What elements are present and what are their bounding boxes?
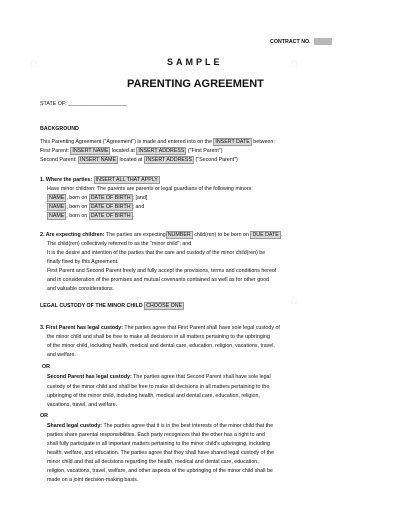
child-name-field[interactable]: NAME (49, 195, 65, 201)
child-dob-field[interactable]: DATE OF BIRTH (90, 213, 131, 219)
child-sep: ; [and] (132, 195, 148, 201)
second-custody-line-1 (47, 374, 271, 381)
section-1-heading (40, 177, 160, 184)
contract-no (270, 38, 332, 46)
first-custody-line-1 (40, 325, 280, 332)
child-sep: . (132, 213, 135, 219)
second-parent-alias: ("Second Parent") (195, 157, 238, 163)
or-separator: OR (42, 364, 50, 370)
second-parent-address-field[interactable]: INSERT ADDRESS (145, 157, 192, 163)
born-on-text: , born on (66, 213, 88, 219)
first-parent-line (40, 148, 223, 155)
shared-custody-line-5: minor child and that all decisions regarding the health, medical and dental care, education, (47, 459, 259, 465)
child-row (47, 204, 144, 211)
first-custody-text: The parties agree that First Parent shall have sole legal custody of (124, 325, 280, 331)
first-parent-address-field[interactable]: INSERT ADDRESS (138, 148, 185, 154)
have-minor-line: Have minor children: The parents are parents or legal guardians of the following minors: (47, 186, 253, 192)
desire-line-1: It is the desire and intention of the parties that the care and custody of the minor child(ren) be (47, 250, 266, 256)
shared-custody-text: The parties agree that it is in the best interests of the minor child that the (103, 423, 274, 429)
watermark: ⌂ (290, 292, 299, 307)
second-custody-line-3: upbringing of the minor child, including health, medical and dental care, education, religion, (47, 393, 260, 399)
first-parent-alias: ("First Parent") (187, 148, 223, 154)
watermark: ⌂ (30, 55, 39, 70)
agreement-line (40, 139, 275, 146)
located-at-text: located at (111, 148, 135, 154)
born-on-text: , born on (66, 195, 88, 201)
first-custody-label: 3. First Parent has legal custody: (40, 325, 124, 331)
first-parent-label: First Parent: (40, 148, 69, 154)
accept-line-1: First Parent and Second Parent freely and fully accept the provisions, terms and conditions hereof (47, 268, 277, 274)
child-name-field[interactable]: NAME (49, 213, 65, 219)
second-custody-text: The parties agree that Second Parent shall have sole legal (133, 374, 271, 380)
first-custody-line-3: of the minor child, including health, medical and dental care, education, religion, vacations, travel, (47, 343, 275, 349)
custody-heading-text: LEGAL CUSTODY OF THE MINOR CHILD (40, 303, 143, 309)
due-date-field[interactable]: DUE DATE (252, 232, 279, 238)
contract-no-field[interactable] (314, 38, 332, 45)
shared-custody-line-2: parties share parental responsibilities. Each party recognizes that the other has a right to and (47, 432, 265, 438)
background-heading: BACKGROUND (40, 126, 79, 132)
state-of-line: STATE OF: ____________________ (40, 101, 127, 107)
custody-heading (40, 303, 184, 310)
section-2-line (40, 232, 282, 239)
child-name-field[interactable]: NAME (49, 204, 65, 210)
expecting-text: The parties are expecting (105, 232, 166, 238)
child-sep: ; and (132, 204, 145, 210)
page-title: PARENTING AGREEMENT (127, 78, 264, 90)
second-parent-name-field[interactable]: INSERT NAME (80, 157, 117, 163)
child-dob-field[interactable]: DATE OF BIRTH (90, 195, 131, 201)
shared-custody-line-7: made on a joint decision-making basis. (47, 477, 139, 483)
expecting-text-end: . (280, 232, 283, 238)
section-2-label: 2. Are expecting children: (40, 232, 105, 238)
agreement-text: This Parenting Agreement ("Agreement") is made and entered into on the (40, 139, 212, 145)
section-1-label: 1. Where the parties: (40, 177, 93, 183)
second-custody-label: Second Parent has legal custody: (47, 374, 132, 380)
child-dob-field[interactable]: DATE OF BIRTH (90, 204, 131, 210)
second-parent-line (40, 157, 238, 164)
accept-line-2: and in consideration of the promises and mutual covenants contained as well as for other good (47, 277, 270, 283)
or-separator: OR (40, 413, 48, 419)
insert-date-field[interactable]: INSERT DATE (215, 139, 250, 145)
number-field[interactable]: NUMBER (167, 232, 191, 238)
first-custody-line-4: and welfare. (47, 352, 76, 358)
watermark: ⌂ (290, 55, 299, 70)
child-row (47, 195, 147, 202)
child-row (47, 213, 134, 220)
desire-line-2: finally fixed by this Agreement. (47, 259, 119, 265)
accept-line-3: and valuable considerations. (47, 286, 115, 292)
located-at-text: located at (119, 157, 143, 163)
born-on-text: , born on (66, 204, 88, 210)
minor-child-line: The child(ren) collectively referred to as the "minor child"; and (47, 241, 192, 247)
agreement-text-end: between: (253, 139, 275, 145)
shared-custody-line-6: religion, vacations, travel, welfare, and other aspects of the upbringing of the minor child shall be (47, 468, 273, 474)
second-custody-line-4: vacations, travel, and welfare. (47, 402, 118, 408)
shared-custody-line-4: health, welfare, and education. The parties agree that they shall have shared legal custody of the (47, 450, 274, 456)
shared-custody-line-3: shall fully participate in all important matters pertaining to the minor child's upbringing, including (47, 441, 271, 447)
second-parent-label: Second Parent: (40, 157, 77, 163)
second-custody-line-2: custody of the minor child and shall be free to make all decisions in all matters pertaining to the (47, 384, 270, 390)
insert-all-field[interactable]: INSERT ALL THAT APPLY (95, 177, 158, 183)
expecting-text-mid: child(ren) to be born on (194, 232, 249, 238)
shared-custody-label: Shared legal custody: (47, 423, 103, 429)
choose-one-field[interactable]: CHOOSE ONE (146, 303, 183, 309)
first-custody-line-2: the minor child and shall be free to make all decisions in all matters pertaining to the upbringing (47, 334, 270, 340)
sample-heading: SAMPLE (167, 57, 223, 67)
first-parent-name-field[interactable]: INSERT NAME (72, 148, 109, 154)
contract-no-label: CONTRACT NO. (270, 38, 311, 45)
shared-custody-line-1 (47, 423, 273, 430)
